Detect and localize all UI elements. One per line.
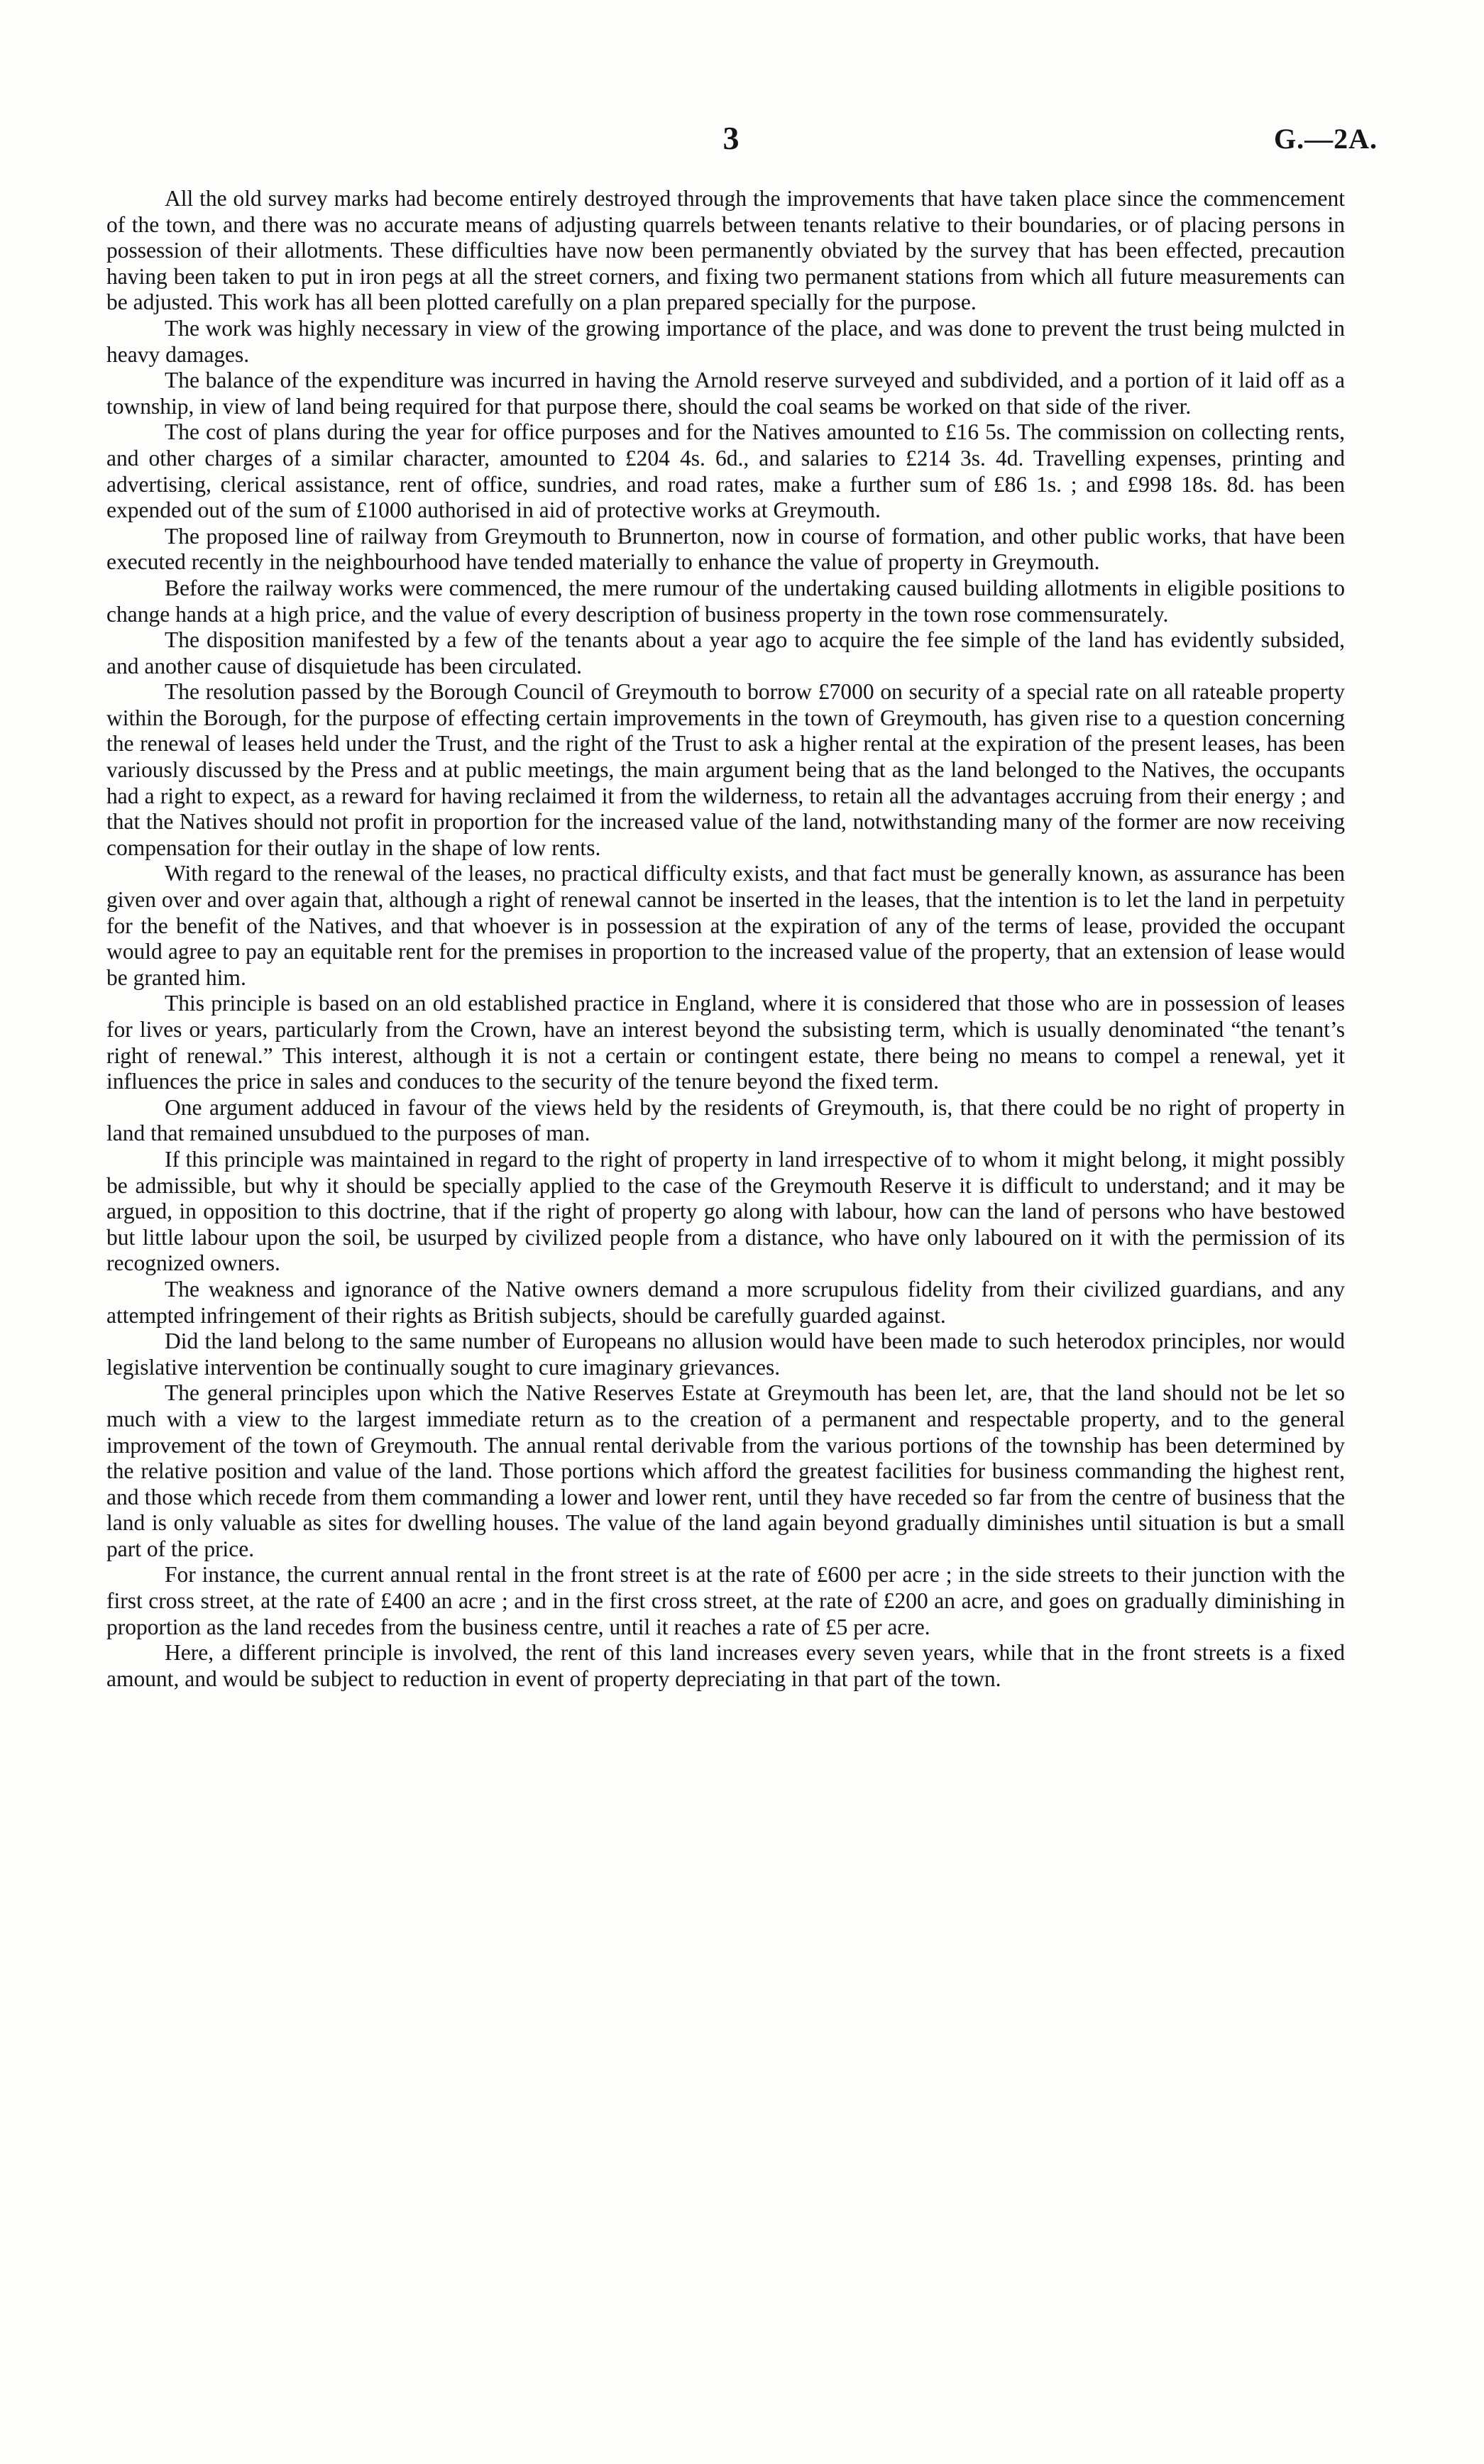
paragraph: If this principle was maintained in regard to the right of property in land irrespective of to whom it might belong, it might possibly be admissible, but why it should be specially applied to the case of the Greymouth Reserve it is difficult to understand; and it may be argued, in opposition to this doctrine, that if the right of property go along with labour, how can the land of persons who have bestowed but little labour upon the soil, be usurped by civilized people from a distance, who have only laboured on it with the permission of its recognized owners. (106, 1146, 1345, 1276)
paragraph: The disposition manifested by a few of the tenants about a year ago to acquire the fee simple of the land has evidently subsided, and another cause of disquietude has been circulated. (106, 627, 1345, 678)
paragraph: Before the railway works were commenced, the mere rumour of the undertaking caused building allotments in eligible positions to change hands at a high price, and the value of every description of business property in the town rose commensurately. (106, 575, 1345, 627)
paragraph: For instance, the current annual rental in the front street is at the rate of £600 per acre ; in the side streets to their junction with the first cross street, at the rate of £400 an acre ; and in the first cross street, at the rate of £200 an acre, and goes on gradually diminishing in proportion as the land recedes from the business centre, until it reaches a rate of £5 per acre. (106, 1562, 1345, 1639)
body-text (106, 186, 1345, 1692)
paragraph: With regard to the renewal of the leases, no practical difficulty exists, and that fact must be generally known, as assurance has been given over and over again that, although a right of renewal cannot be inserted in the leases, that the intention is to let the land in perpetuity for the benefit of the Natives, and that whoever is in possession at the expiration of any of the terms of lease, provided the occupant would agree to pay an equitable rent for the premises in proportion to the increased value of the property, that an extension of lease would be granted him. (106, 861, 1345, 990)
paragraph: Here, a different principle is involved, the rent of this land increases every seven years, while that in the front streets is a fixed amount, and would be subject to reduction in event of property depreciating in that part of the town. (106, 1640, 1345, 1691)
paragraph: The general principles upon which the Native Reserves Estate at Greymouth has been let, are, that the land should not be let so much with a view to the largest immediate return as to the creation of a permanent and respectable property, and to the general improvement of the town of Greymouth. The annual rental derivable from the various portions of the township has been determined by the relative position and value of the land. Those portions which afford the greatest facilities for business commanding the highest rent, and those which recede from them commanding a lower and lower rent, until they have receded so far from the centre of business that the land is only valuable as sites for dwelling houses. The value of the land again beyond gradually diminishes until situation is but a small part of the price. (106, 1380, 1345, 1561)
paragraph: The balance of the expenditure was incurred in having the Arnold reserve surveyed and subdivided, and a portion of it laid off as a township, in view of land being required for that purpose there, should the coal seams be worked on that side of the river. (106, 368, 1345, 419)
document-reference: G.—2A. (1274, 123, 1378, 155)
paragraph: The work was highly necessary in view of the growing importance of the place, and was done to prevent the trust being mulcted in heavy damages. (106, 315, 1345, 367)
paragraph: The weakness and ignorance of the Native owners demand a more scrupulous fidelity from their civilized guardians, and any attempted infringement of their rights as British subjects, should be carefully guarded against. (106, 1276, 1345, 1328)
paragraph: Did the land belong to the same number of Europeans no allusion would have been made to such heterodox principles, nor would legislative intervention be continually sought to cure imaginary grievances. (106, 1329, 1345, 1380)
paragraph: All the old survey marks had become entirely destroyed through the improvements that have taken place since the commencement of the town, and there was no accurate means of adjusting quarrels between tenants relative to their boundaries, or of placing persons in possession of their allotments. These difficulties have now been permanently obviated by the survey that has been effected, precaution having been taken to put in iron pegs at all the street corners, and fixing two permanent stations from which all future measurements can be adjusted. This work has all been plotted carefully on a plan prepared specially for the purpose. (106, 186, 1345, 315)
paragraph: The cost of plans during the year for office purposes and for the Natives amounted to £16 5s. The commission on collecting rents, and other charges of a similar character, amounted to £204 4s. 6d., and salaries to £214 3s. 4d. Travelling expenses, printing and advertising, clerical assistance, rent of office, sundries, and road rates, make a further sum of £86 1s. ; and £998 18s. 8d. has been expended out of the sum of £1000 authorised in aid of protective works at Greymouth. (106, 419, 1345, 523)
paragraph: The proposed line of railway from Greymouth to Brunnerton, now in course of formation, and other public works, that have been executed recently in the neighbourhood have tended materially to enhance the value of property in Greymouth. (106, 523, 1345, 575)
page-number: 3 (722, 120, 740, 156)
paragraph: One argument adduced in favour of the views held by the residents of Greymouth, is, that there could be no right of property in land that remained unsubdued to the purposes of man. (106, 1094, 1345, 1146)
paragraph: This principle is based on an old established practice in England, where it is considered that those who are in possession of leases for lives or years, particularly from the Crown, have an interest beyond the subsisting term, which is usually denominated “the tenant’s right of renewal.” This interest, although it is not a certain or contingent estate, there being no means to compel a renewal, yet it influences the price in sales and conduces to the security of the tenure beyond the fixed term. (106, 991, 1345, 1094)
paragraph: The resolution passed by the Borough Council of Greymouth to borrow £7000 on security of a special rate on all rateable property within the Borough, for the purpose of effecting certain improvements in the town of Greymouth, has given rise to a question concerning the renewal of leases held under the Trust, and the right of the Trust to ask a higher rental at the expiration of the present leases, has been variously discussed by the Press and at public meetings, the main argument being that as the land belonged to the Natives, the occupants had a right to expect, as a reward for having reclaimed it from the wilderness, to retain all the advantages accruing from their energy ; and that the Natives should not profit in proportion for the increased value of the land, notwithstanding many of the former are now receiving compensation for their outlay in the shape of low rents. (106, 679, 1345, 860)
